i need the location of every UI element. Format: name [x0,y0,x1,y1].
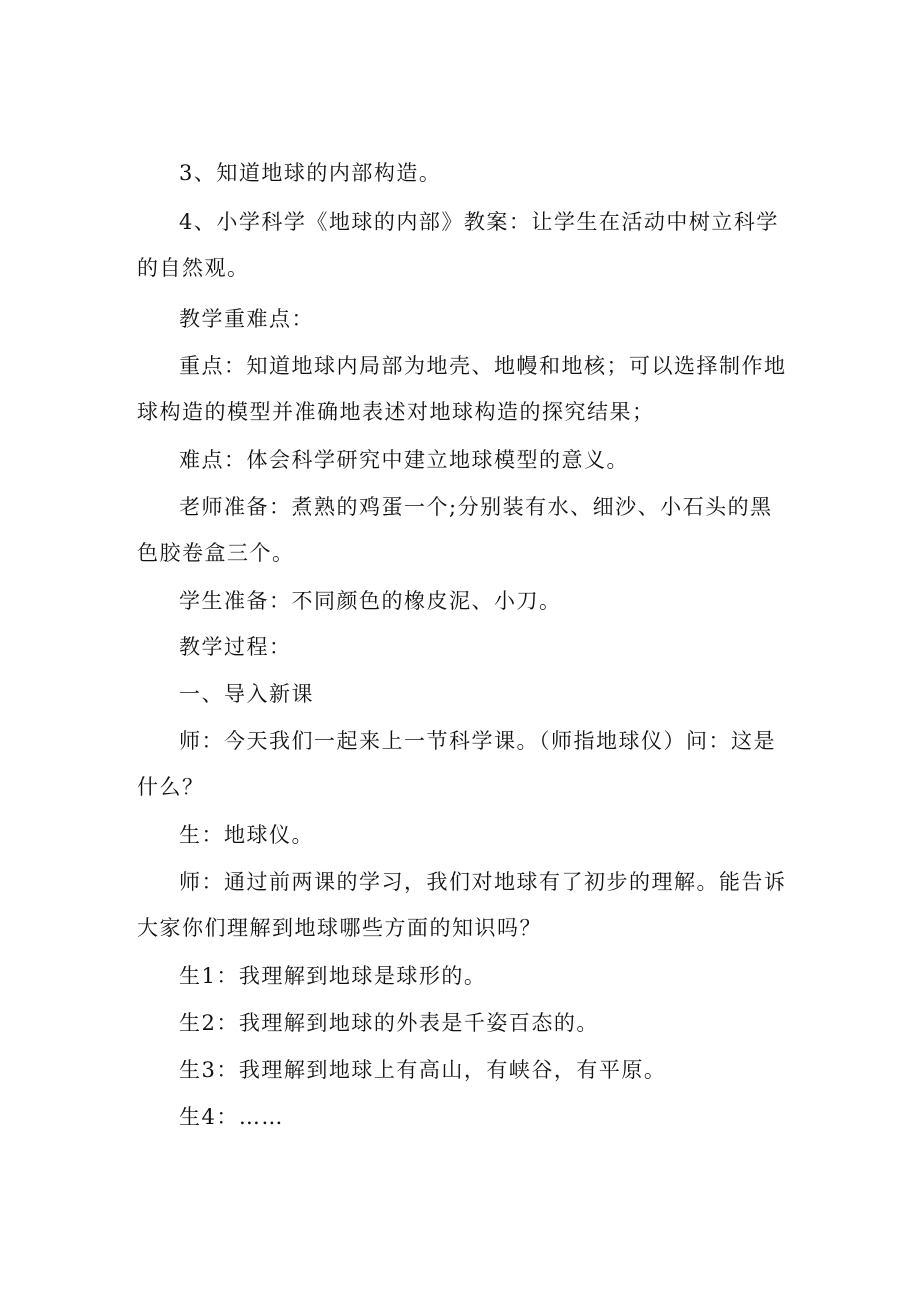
dialogue-student-s2: 生2：我理解到地球的外表是千姿百态的。 [179,1011,599,1035]
dialogue-teacher-1: 师：今天我们一起来上一节科学课。（师指地球仪）问：这是什么？ [137,729,776,799]
dialogue-student-s1: 生1：我理解到地球是球形的。 [179,964,487,988]
key-points-heading: 教学重难点： [179,307,314,331]
difficulty-paragraph: 难点：体会科学研究中建立地球模型的意义。 [179,448,629,472]
teacher-preparation-paragraph: 老师准备：煮熟的鸡蛋一个;分别装有水、细沙、小石头的黑色胶卷盒三个。 [137,495,773,565]
section-heading-introduction: 一、导入新课 [179,682,314,706]
objective-4-paragraph: 4、小学科学《地球的内部》教案：让学生在活动中树立科学的自然观。 [137,210,779,280]
dialogue-student-1: 生：地球仪。 [179,823,314,847]
dialogue-teacher-2: 师：通过前两课的学习，我们对地球有了初步的理解。能告诉大家你们理解到地球哪些方面的知识吗？ [137,870,787,940]
objective-3-paragraph: 3、知道地球的内部构造。 [179,161,442,185]
key-point-paragraph: 重点：知道地球内局部为地壳、地幔和地核；可以选择制作地球构造的模型并准确地表述对地球构造的探究结果； [137,354,787,424]
teaching-process-heading: 教学过程： [179,635,292,659]
dialogue-student-s4: 生4：…… [179,1105,284,1129]
dialogue-student-s3: 生3：我理解到地球上有高山，有峡谷，有平原。 [179,1058,667,1082]
student-preparation-paragraph: 学生准备：不同颜色的橡皮泥、小刀。 [179,589,562,613]
